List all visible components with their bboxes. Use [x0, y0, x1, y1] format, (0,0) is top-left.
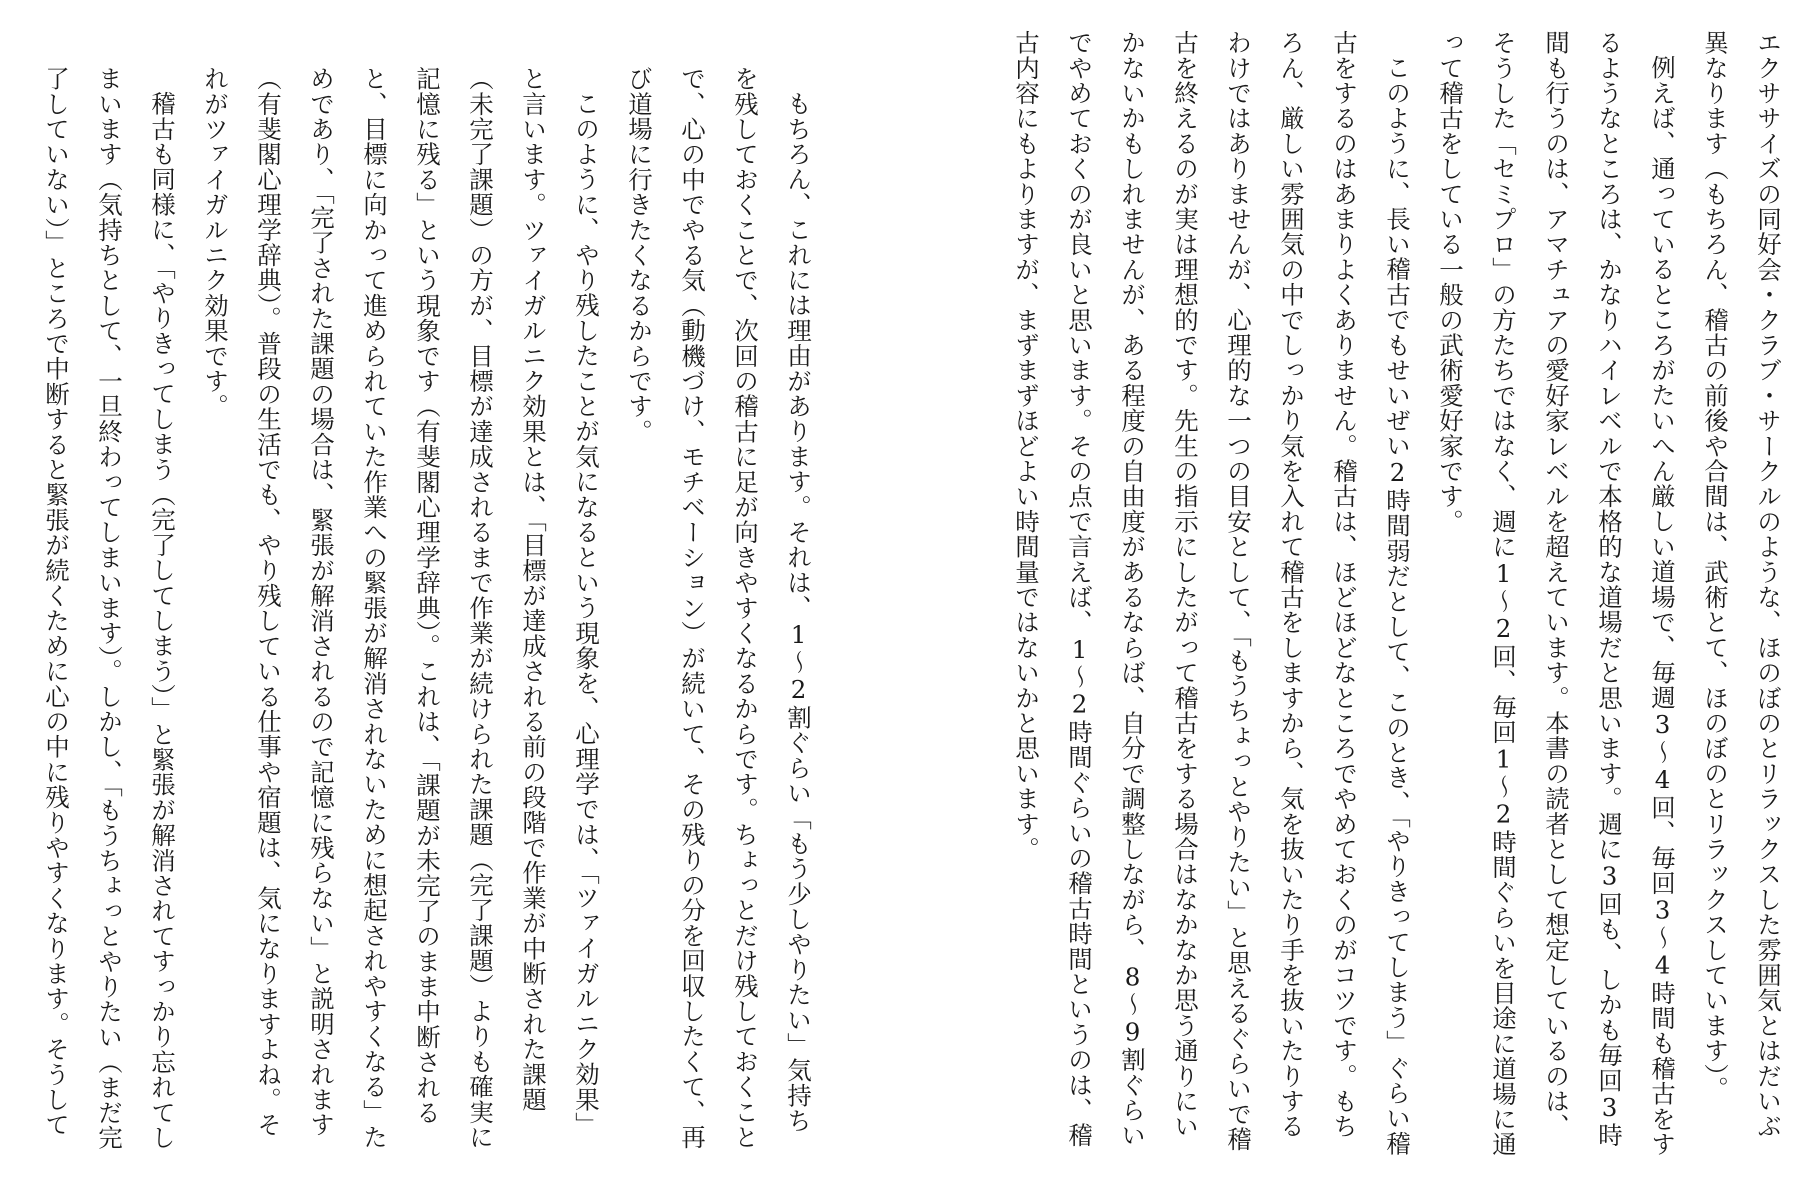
left-page-text: [30, 66, 825, 1156]
left-paragraph-3: 稽古も同様に、「やりきってしまう（完了してしまう）」と緊張が解消されてすっかり忘れてしまいます（気持ちとして、一旦終わってしまいます）。しかし、「もうちょっとやりたい（まだ完了していない）」ところで中断すると緊張が続くために心の中に残りやすくなります。そうして: [42, 66, 177, 1151]
left-paragraph-1: もちろん、これには理由があります。それは、1〜2割ぐらい「もう少しやりたい」気持ちを残しておくことで、次回の稽古に足が向きやすくなるからです。ちょっとだけ残しておくことで、心の中でやる気（動機づけ、モチベーション）が続いて、その残りの分を回収したくて、再び道場に行きたくなるからです。: [625, 66, 813, 1150]
right-paragraph-1: エクササイズの同好会・クラブ・サークルのような、ほのぼのとリラックスした雰囲気とはだいぶ異なります（もちろん、稽古の前後や合間は、武術とて、ほのぼのとリラックスしています）。: [1701, 30, 1783, 1139]
left-page: [0, 0, 813, 1200]
right-paragraph-3: このように、長い稽古でもせいぜい2時間弱だとして、このとき、「やりきってしまう」ぐらい稽古をするのはあまりよくありません。稽古は、ほどほどなところでやめておくのがコツです。もちろん、厳しい雰囲気の中でしっかり気を入れて稽古をしますから、気を抜いたり手を抜いたりするわけではありませんが、心理的な一つの目安として、「もうちょっとやりたい」と思えるぐらいで稽古を終えるのが実は理想的です。先生の指示にしたがって稽古をする場合はなかなか思う通りにいかないかもしれませんが、ある程度の自由度があるならば、自分で調整しながら、8〜9割ぐらいでやめておくのが良いと思います。その点で言えば、1〜2時間ぐらいの稽古時間というのは、稽古内容にもよりますが、まずまずほどよい時間量ではないかと思います。: [1012, 30, 1412, 1156]
right-paragraph-2: 例えば、通っているところがたいへん厳しい道場で、毎週3〜4回、毎回3〜4時間も稽古をするようなところは、かなりハイレベルで本格的な道場だと思います。週に3回も、しかも毎回3時間も行うのは、アマチュアの愛好家レベルを超えています。本書の読者として想定しているのは、そうした「セミプロ」の方たちではなく、週に1〜2回、毎回1〜2時間ぐらいを目途に道場に通って稽古をしている一般の武術愛好家です。: [1436, 30, 1677, 1157]
right-page: [1000, 0, 1800, 1200]
left-paragraph-2: このように、やり残したことが気になるという現象を、心理学では、「ツァイガルニク効果」と言います。ツァイガルニク効果とは、「目標が達成される前の段階で作業が中断された課題（未完了課題）の方が、目標が達成されるまで作業が続けられた課題（完了課題）よりも確実に記憶に残る」という現象です（有斐閣心理学辞典）。これは、「課題が未完了のまま中断されると、目標に向かって進められていた作業への緊張が解消されないために想起されやすくなる」ためであり、「完了された課題の場合は、緊張が解消されるので記憶に残らない」と説明されます（有斐閣心理学辞典）。普段の生活でも、やり残している仕事や宿題は、気になりますよね。それがツァイガルニク効果です。: [201, 66, 601, 1150]
right-page-text: [1000, 30, 1795, 1160]
